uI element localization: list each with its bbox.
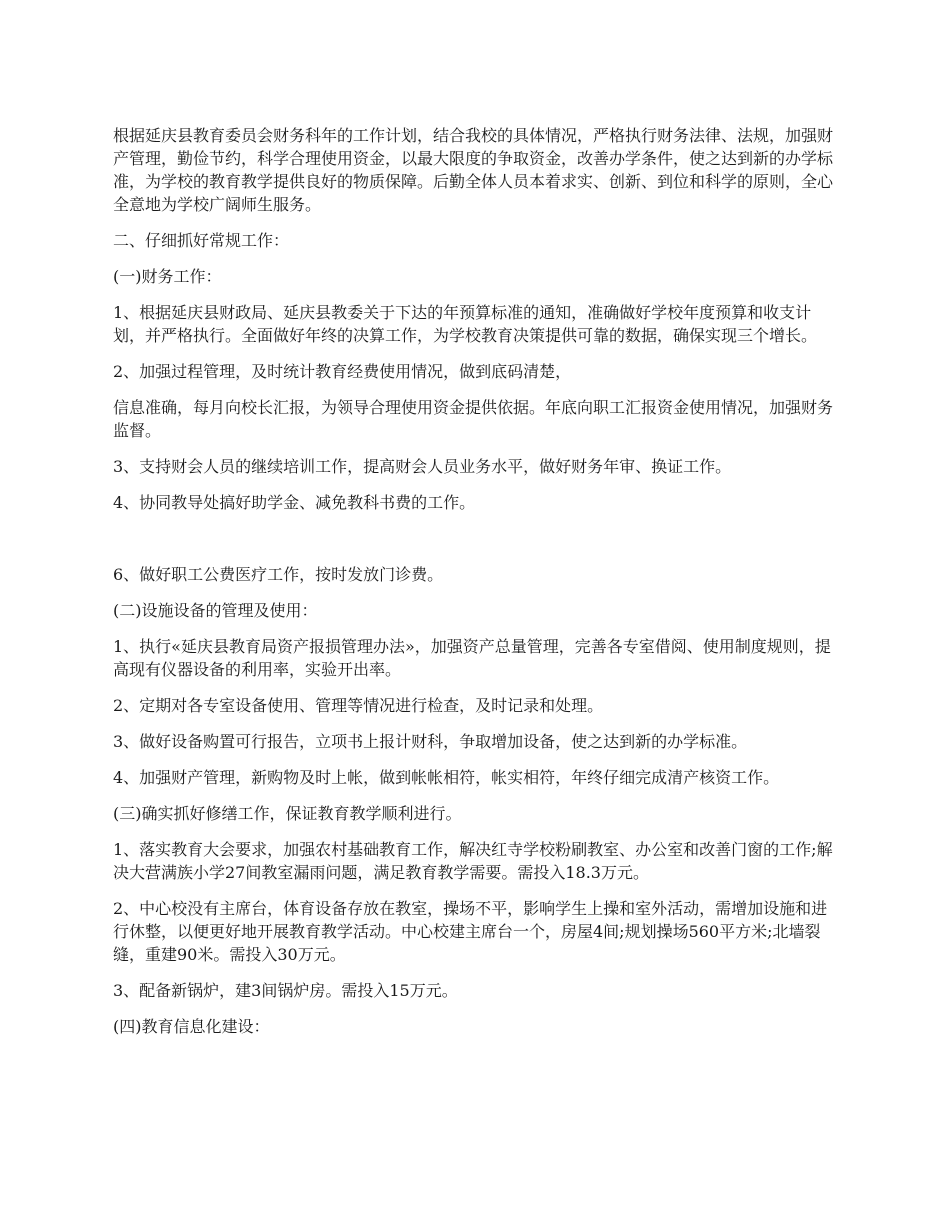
subsection-heading-repairs: (三)确实抓好修缮工作，保证教育教学顺利进行。	[113, 804, 462, 823]
paragraph-facilities-1: 1、执行«延庆县教育局资产报损管理办法»，加强资产总量管理，完善各专室借阅、使用制度规则，提高现有仪器设备的利用率，实验开出率。	[113, 637, 831, 679]
paragraph-finance-2-cont: 信息准确，每月向校长汇报，为领导合理使用资金提供依据。年底向职工汇报资金使用情况，加强财务监督。	[113, 398, 834, 440]
subsection-heading-finance: (一)财务工作：	[113, 267, 222, 286]
subsection-heading-informatization: (四)教育信息化建设：	[113, 1017, 270, 1036]
blank-gap	[113, 527, 838, 550]
paragraph-finance-3: 3、支持财会人员的继续培训工作，提高财会人员业务水平，做好财务年审、换证工作。	[113, 457, 732, 476]
paragraph-finance-1: 1、根据延庆县财政局、延庆县教委关于下达的年预算标准的通知，准确做好学校年度预算和收支计划，并严格执行。全面做好年终的决算工作，为学校教育决策提供可靠的数据，确保实现三个增长。	[113, 303, 818, 345]
paragraph-finance-2: 2、加强过程管理，及时统计教育经费使用情况，做到底码清楚，	[113, 362, 572, 381]
paragraph-repairs-3: 3、配备新锅炉，建3间锅炉房。需投入15万元。	[113, 981, 458, 1000]
document-body	[113, 124, 838, 1051]
section-heading-routine-work: 二、仔细抓好常规工作：	[113, 231, 290, 250]
paragraph-facilities-2: 2、定期对各专室设备使用、管理等情况进行检查，及时记录和处理。	[113, 696, 604, 715]
paragraph-finance-6: 6、做好职工公费医疗工作，按时发放门诊费。	[113, 565, 444, 584]
paragraph-facilities-4: 4、加强财产管理，新购物及时上帐，做到帐帐相符，帐实相符，年终仔细完成清产核资工作。	[113, 768, 780, 787]
paragraph-finance-4: 4、协同教导处搞好助学金、减免教科书费的工作。	[113, 493, 476, 512]
paragraph-intro: 根据延庆县教育委员会财务科年的工作计划，结合我校的具体情况，严格执行财务法律、法规，加强财产管理，勤俭节约，科学合理使用资金，以最大限度的争取资金，改善办学条件，使之达到新的办学标准，为学校的教育教学提供良好的物质保障。后勤全体人员本着求实、创新、到位和科学的原则，全心全意地为学校广阔师生服务。	[113, 126, 834, 214]
paragraph-repairs-1: 1、落实教育大会要求，加强农村基础教育工作，解决红寺学校粉刷教室、办公室和改善门窗的工作;解决大营满族小学27间教室漏雨问题，满足教育教学需要。需投入18.3万元。	[113, 840, 833, 882]
paragraph-repairs-2: 2、中心校没有主席台，体育设备存放在教室，操场不平，影响学生上操和室外活动，需增加设施和进行休整，以便更好地开展教育教学活动。中心校建主席台一个，房屋4间;规划操场560平方米;北墙裂缝，重建90米。需投入30万元。	[113, 899, 828, 964]
subsection-heading-facilities: (二)设施设备的管理及使用：	[113, 601, 318, 620]
paragraph-facilities-3: 3、做好设备购置可行报告，立项书上报计财科，争取增加设备，使之达到新的办学标准。	[113, 732, 748, 751]
